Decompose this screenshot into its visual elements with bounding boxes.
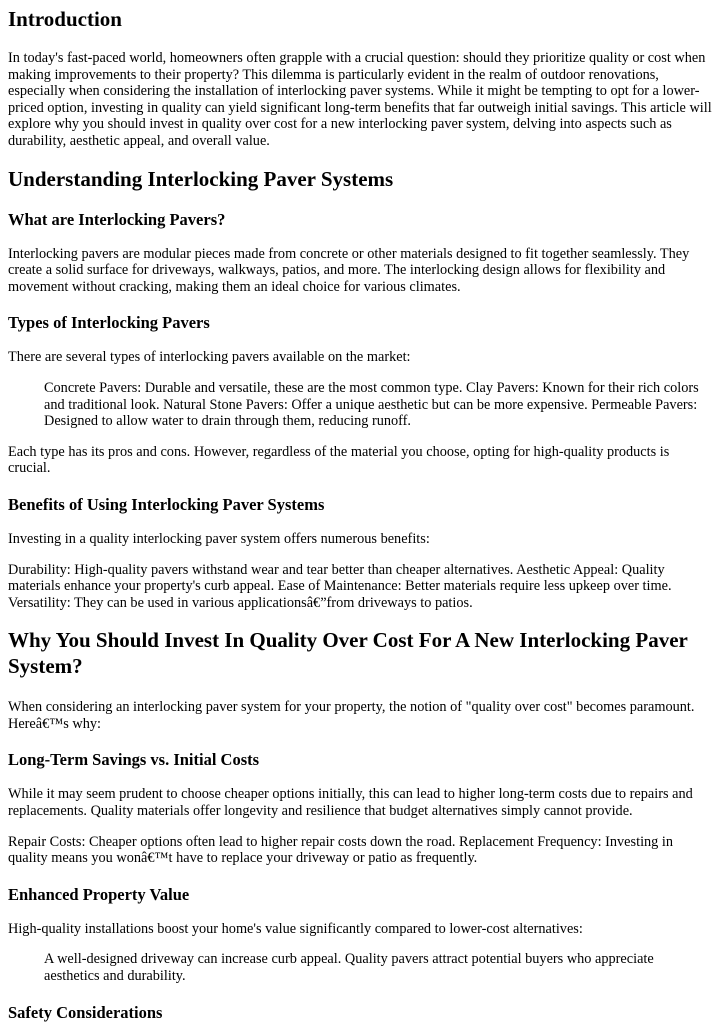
value-paragraph: High-quality installations boost your home's value significantly compared to lower-cost alternatives:: [8, 920, 583, 937]
intro-paragraph: In today's fast-paced world, homeowners often grapple with a crucial question: should they prioritize quality or cost when making improvements to their property? This dilemma is particularly evident in the realm of outdoor renovations, especially when considering the installation of interlocking paver systems. While it might be tempting to opt for a lower-priced option, investing in quality can yield significant long-term benefits that far outweigh initial savings. This article will explore why you should invest in quality over cost for a new interlocking paver system, delving into aspects such as durability, aesthetic appeal, and overall value.: [8, 50, 712, 149]
why-paragraph: When considering an interlocking paver system for your property, the notion of "quality over cost" becomes paramount. Hereâ€™s why:: [8, 699, 695, 732]
savings-heading: Long-Term Savings vs. Initial Costs: [8, 750, 260, 770]
types-outro: Each type has its pros and cons. However, regardless of the material you choose, opting for high-quality products is crucial.: [8, 443, 670, 477]
savings-list: Repair Costs: Cheaper options often lead to higher repair costs down the road. Replacement Frequency: Investing in quality means you wonâ€™t have to replace your driveway or patio as frequently.: [8, 833, 674, 867]
types-intro: There are several types of interlocking pavers available on the market:: [8, 349, 411, 366]
savings-paragraph: While it may seem prudent to choose cheaper options initially, this can lead to higher long-term costs due to repairs and replacements. Quality materials offer longevity and resilience that budget alternatives simply cannot provide.: [8, 786, 693, 820]
value-heading: Enhanced Property Value: [8, 884, 190, 904]
understanding-heading: Understanding Interlocking Paver Systems: [8, 166, 394, 191]
benefits-heading: Benefits of Using Interlocking Paver Systems: [8, 494, 325, 514]
intro-heading: Introduction: [8, 7, 122, 31]
benefits-intro: Investing in a quality interlocking paver system offers numerous benefits:: [8, 530, 430, 547]
safety-heading: Safety Considerations: [8, 1002, 163, 1022]
what-paragraph: Interlocking pavers are modular pieces made from concrete or other materials designed to fit together seamlessly. They create a solid surface for driveways, walkways, patios, and more. The interlocking design allows for flexibility and movement without cracking, making them an ideal choice for various climates.: [8, 245, 690, 295]
why-heading: Why You Should Invest In Quality Over Cost For A New Interlocking Paver System?: [8, 628, 688, 679]
types-heading: Types of Interlocking Pavers: [8, 313, 210, 333]
value-quote: A well-designed driveway can increase curb appeal. Quality pavers attract potential buyers who appreciate aesthetics and durability.: [44, 951, 654, 985]
benefits-list: Durability: High-quality pavers withstand wear and tear better than cheaper alternatives. Aesthetic Appeal: Quality materials enhance your property's curb appeal. Ease of Maintenance: Better materials require less upkeep over time. Versatility: They can be used in various applicationsâ€”from driveways to patios.: [8, 561, 672, 611]
types-quote: Concrete Pavers: Durable and versatile, these are the most common type. Clay Pavers: Known for their rich colors and traditional look. Natural Stone Pavers: Offer a unique aesthetic but can be more expensive. Permeable Pavers: Designed to allow water to drain through them, reducing runoff.: [44, 379, 699, 430]
what-heading: What are Interlocking Pavers?: [8, 209, 226, 229]
